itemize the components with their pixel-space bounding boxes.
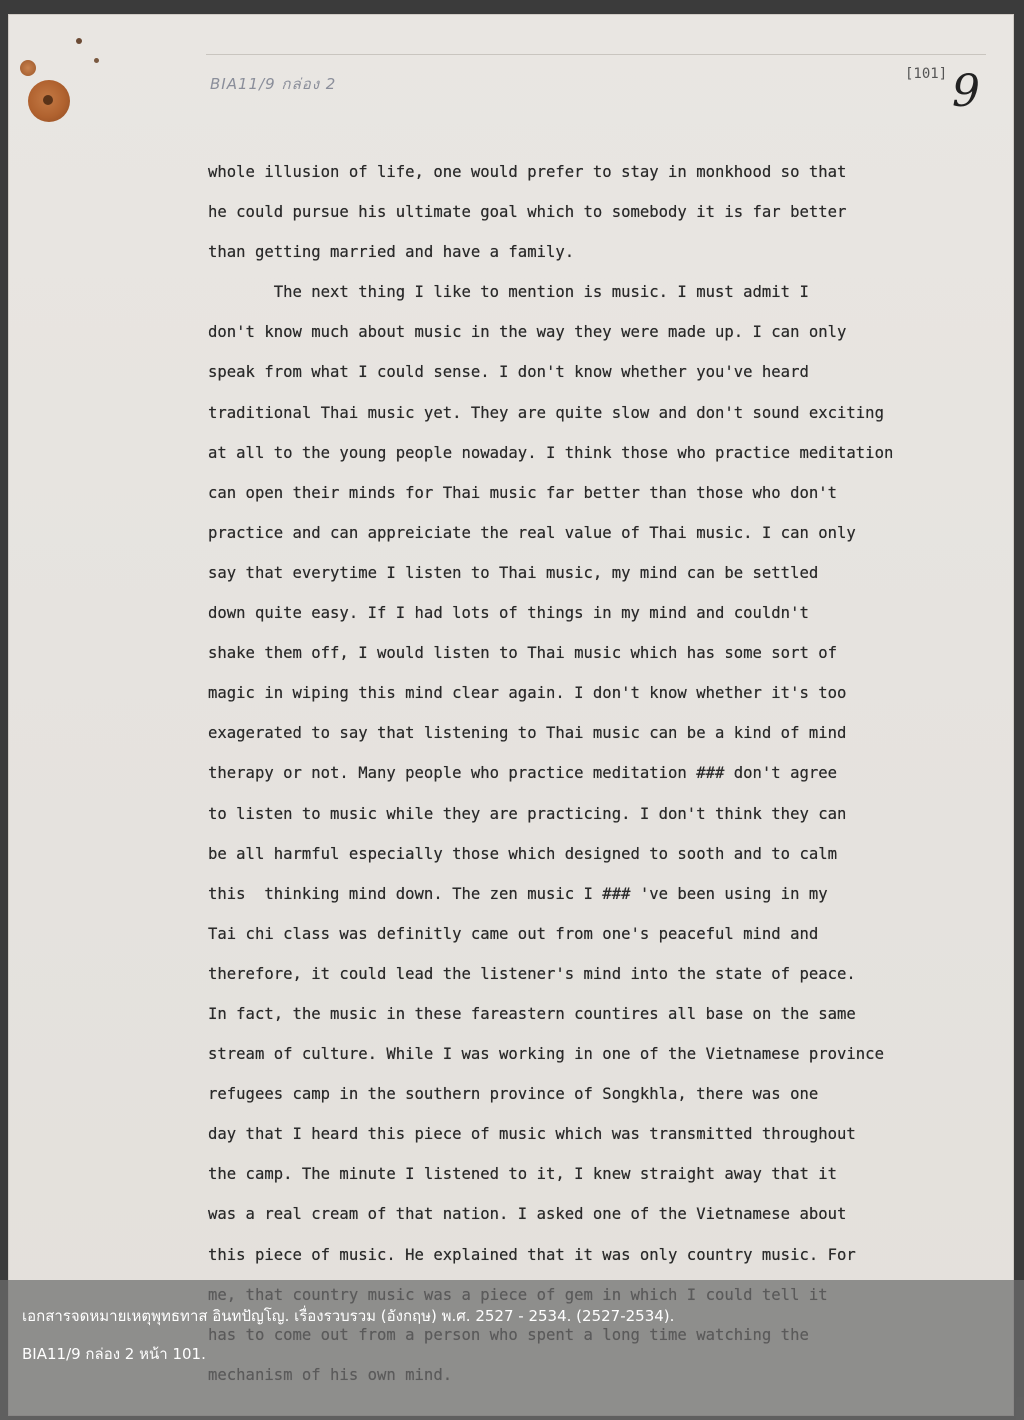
handwritten-page-number: 9	[952, 66, 980, 117]
typed-line: at all to the young people nowaday. I think those who practice meditation	[208, 443, 894, 462]
typed-line: Tai chi class was definitly came out from one's peaceful mind and	[208, 924, 819, 943]
punch-hole	[20, 60, 36, 76]
page-fold-line	[206, 54, 986, 55]
folio-bracket-number: [101]	[905, 66, 948, 82]
typed-line: was a real cream of that nation. I asked one of the Vietnamese about	[208, 1205, 847, 1224]
typed-line: magic in wiping this mind clear again. I don't know whether it's too	[208, 684, 847, 703]
typed-line: can open their minds for Thai music far better than those who don't	[208, 483, 838, 502]
punch-hole	[28, 80, 70, 122]
typed-line: whole illusion of life, one would prefer to stay in monkhood so that	[208, 163, 847, 181]
stain-mark	[76, 38, 82, 44]
typed-line: this piece of music. He explained that it was only country music. For	[208, 1245, 856, 1264]
typed-line: speak from what I could sense. I don't know whether you've heard	[208, 363, 809, 382]
typed-line: he could pursue his ultimate goal which to somebody it is far better	[208, 203, 847, 222]
caption-title: เอกสารจดหมายเหตุพุทธทาส อินทปัญโญ. เรื่องรวบรวม (อังกฤษ) พ.ศ. 2527 - 2534. (2527-2534).	[22, 1307, 675, 1325]
typed-page	[8, 14, 1014, 1416]
typed-line: shake them off, I would listen to Thai music which has some sort of	[208, 644, 838, 663]
typed-line: day that I heard this piece of music which was transmitted throughout	[208, 1125, 856, 1144]
typed-line: be all harmful especially those which designed to sooth and to calm	[208, 844, 838, 863]
caption-reference: BIA11/9 กล่อง 2 หน้า 101.	[22, 1345, 206, 1363]
caption-overlay	[0, 1280, 1024, 1420]
typed-line: therapy or not. Many people who practice meditation ### don't agree	[208, 764, 838, 783]
typed-line: exagerated to say that listening to Thai music can be a kind of mind	[208, 724, 847, 743]
typed-line: therefore, it could lead the listener's mind into the state of peace.	[208, 964, 856, 983]
typed-line: The next thing I like to mention is music. I must admit I	[208, 283, 809, 302]
typed-line: stream of culture. While I was working in one of the Vietnamese province	[208, 1045, 884, 1064]
handwritten-reference: BIA11/9 กล่อง 2	[210, 75, 337, 93]
typed-line: the camp. The minute I listened to it, I knew straight away that it	[208, 1165, 838, 1184]
typed-line: than getting married and have a family.	[208, 243, 575, 262]
typed-line: to listen to music while they are practicing. I don't think they can	[208, 804, 847, 823]
typed-line: don't know much about music in the way they were made up. I can only	[208, 323, 847, 342]
typed-line: down quite easy. If I had lots of things in my mind and couldn't	[208, 604, 809, 623]
typed-line: In fact, the music in these fareastern countires all base on the same	[208, 1004, 856, 1023]
typed-line: traditional Thai music yet. They are quite slow and don't sound exciting	[208, 403, 884, 422]
typed-line: practice and can appreiciate the real value of Thai music. I can only	[208, 523, 856, 542]
stain-mark	[94, 58, 99, 63]
typed-line: this thinking mind down. The zen music I ### 've been using in my	[208, 884, 828, 903]
typed-text-body	[208, 160, 968, 1403]
typed-line: say that everytime I listen to Thai music, my mind can be settled	[208, 563, 819, 582]
typed-line: refugees camp in the southern province of Songkhla, there was one	[208, 1085, 819, 1104]
